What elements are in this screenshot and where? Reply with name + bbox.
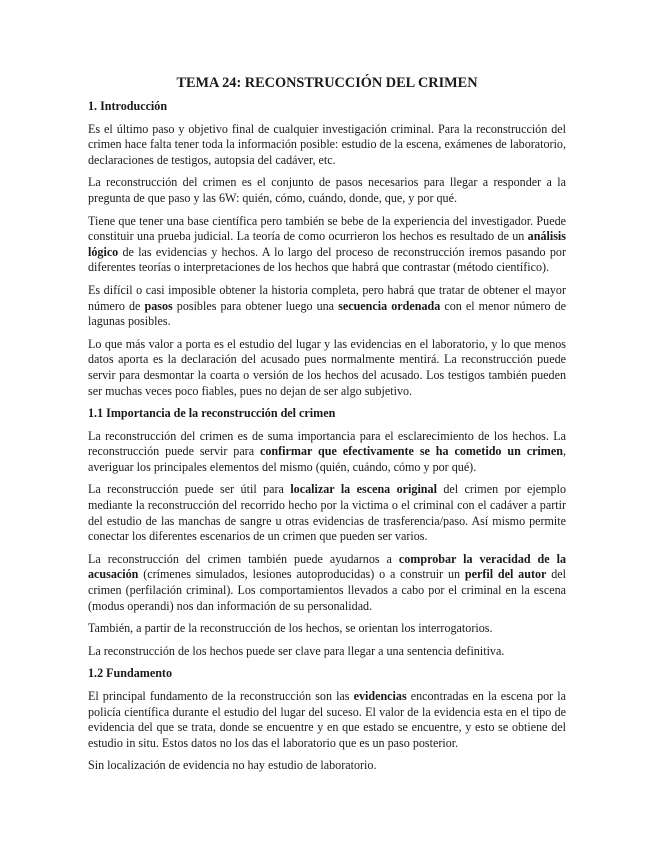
paragraph: Tiene que tener una base científica pero también se bebe de la experiencia del investigador. Puede constituir una prueba judicial. La teoría de como ocurrieron los hechos es resultado de un análisis lógico de las evidencias y hechos. A lo largo del proceso de reconstrucción iremos pasando por diferentes teorías o interpretaciones de los hechos que habrá que contrastar (método científico). — [88, 213, 566, 275]
document-page — [88, 74, 566, 781]
paragraph: El principal fundamento de la reconstrucción son las evidencias encontradas en la escena por la policía científica durante el estudio del lugar del suceso. El valor de la evidencia esta en el tipo de evidencia del que se trata, donde se encuentre y en que estado se encuentre, y esto se obtiene del estudio in situ. Estos datos no los das el laboratorio que es un paso posterior. — [88, 689, 567, 750]
paragraph: La reconstrucción del crimen es de suma importancia para el esclarecimiento de los hechos. La reconstrucción puede servir para confirmar que efectivamente se ha cometido un crimen, averiguar los principales elementos del mismo (quién, cuándo, cómo y por qué). — [88, 428, 566, 474]
paragraph: La reconstrucción del crimen es el conjunto de pasos necesarios para llegar a responder a la pregunta de que paso y las 6W: quién, cómo, cuándo, donde, que, y por qué. — [88, 175, 566, 205]
document-body — [88, 99, 566, 774]
bold-text: comprobar la veracidad de la acusación — [88, 551, 567, 582]
bold-text: pasos — [144, 298, 173, 313]
bold-text: evidencias — [353, 689, 407, 703]
bold-text: análisis lógico — [88, 229, 566, 259]
paragraph: Lo que más valor a porta es el estudio del lugar y las evidencias en el laboratorio, y lo que menos datos aporta es la declaración del acusado pues normalmente mentirá. La reconstrucción puede servir para desmontar la coarta o versión de los hechos del acusado. Los testigos también pueden ser muchas veces poco fiables, pues no dejan de ser algo subjetivo. — [88, 336, 566, 398]
paragraph: Sin localización de evidencia no hay estudio de laboratorio. — [88, 758, 377, 773]
section-heading: 1.1 Importancia de la reconstrucción del crimen — [88, 406, 336, 421]
bold-text: perfil del autor — [464, 567, 547, 582]
paragraph: La reconstrucción puede ser útil para localizar la escena original del crimen por ejemplo mediante la reconstrucción del recorrido hecho por la victima o el criminal con el cadáver a partir del estudio de las manchas de sangre u otras evidencias de trasferencia/paso. Así mismo permite conectar los diferentes escenarios de un crimen que pueden ser varios. — [88, 482, 567, 544]
paragraph: Es difícil o casi imposible obtener la historia completa, pero habrá que tratar de obtener el mayor número de pasos posibles para obtener luego una secuencia ordenada con el menor número de lagunas posibles. — [88, 282, 567, 329]
paragraph: La reconstrucción de los hechos puede ser clave para llegar a una sentencia definitiva. — [88, 643, 505, 658]
bold-text: confirmar que efectivamente se ha cometido un crimen — [259, 444, 563, 459]
paragraph: Es el último paso y objetivo final de cualquier investigación criminal. Para la reconstrucción del crimen hace falta tener toda la información posible: estudio de la escena, exámenes de laboratorio, declaraciones de testigos, autopsia del cadáver, etc. — [88, 121, 566, 167]
bold-text: secuencia ordenada — [338, 298, 441, 313]
paragraph: También, a partir de la reconstrucción de los hechos, se orientan los interrogatorios. — [88, 621, 493, 636]
paragraph: La reconstrucción del crimen también puede ayudarnos a comprobar la veracidad de la acusación (crímenes simulados, lesiones autoproducidas) o a construir un perfil del autor del crimen (perfilación criminal). Los comportamientos llevados a cabo por el criminal en la escena (modus operandi) nos dan información de su personalidad. — [88, 551, 567, 613]
section-heading: 1.2 Fundamento — [88, 666, 172, 681]
bold-text: localizar la escena original — [290, 482, 437, 497]
section-heading: 1. Introducción — [88, 99, 168, 113]
document-title: TEMA 24: RECONSTRUCCIÓN DEL CRIMEN — [176, 75, 478, 91]
